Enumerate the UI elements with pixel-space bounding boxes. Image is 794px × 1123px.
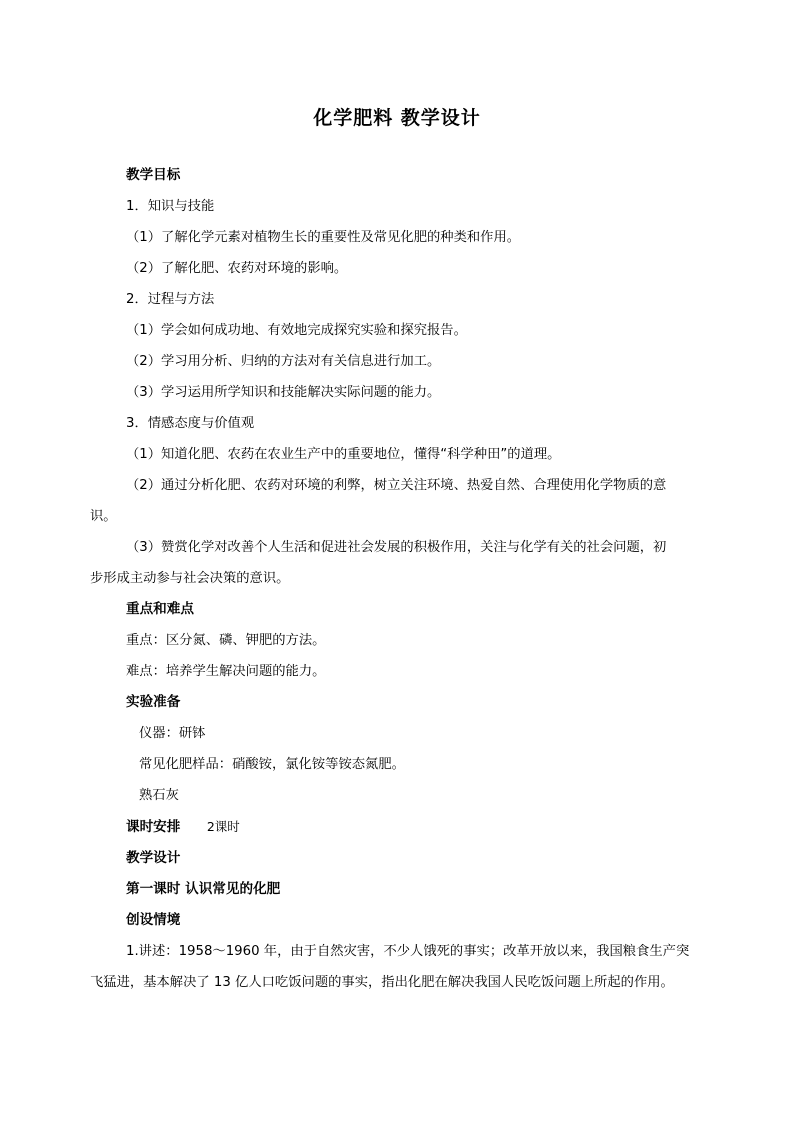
prep-item-2: 常见化肥样品：硝酸铵，氯化铵等铵态氮肥。	[139, 757, 405, 772]
document-body	[90, 160, 708, 998]
goal3-item-3-line-1: （3）赞赏化学对改善个人生活和促进社会发展的积极作用，关注与化学有关的社会问题，初	[126, 540, 667, 555]
prep-heading: 实验准备	[126, 694, 181, 710]
scenario-heading: 创设情境	[126, 912, 181, 928]
goal2-item-3: （3）学习运用所学知识和技能解决实际问题的能力。	[126, 385, 441, 400]
lesson1-heading: 第一课时 认识常见的化肥	[126, 881, 281, 897]
schedule-value: 2课时	[206, 819, 240, 834]
key-heading: 重点和难点	[126, 601, 194, 617]
key-point: 重点：区分氮、磷、钾肥的方法。	[126, 633, 326, 648]
goal3-item-1: （1）知道化肥、农药在农业生产中的重要地位，懂得“科学种田”的道理。	[126, 447, 561, 462]
goal1-heading: 1．知识与技能	[126, 199, 215, 214]
goal3-heading: 3．情感态度与价值观	[126, 416, 255, 431]
design-heading: 教学设计	[126, 850, 181, 866]
document-title: 化学肥料 教学设计	[313, 107, 481, 129]
goal2-item-1: （1）学会如何成功地、有效地完成探究实验和探究报告。	[126, 323, 467, 338]
goal3-item-3-line-2: 步形成主动参与社会决策的意识。	[90, 571, 290, 586]
difficult-point: 难点：培养学生解决问题的能力。	[126, 664, 326, 679]
scenario-line-2: 飞猛进，基本解决了 13 亿人口吃饭问题的事实，指出化肥在解决我国人民吃饭问题上所起的作用。	[90, 975, 674, 990]
schedule-row	[90, 811, 708, 843]
goal2-heading: 2．过程与方法	[126, 292, 215, 307]
goal3-item-2-line-1: （2）通过分析化肥、农药对环境的利弊，树立关注环境、热爱自然、合理使用化学物质的意	[126, 478, 667, 493]
schedule-heading: 课时安排	[126, 819, 181, 835]
goal2-item-2: （2）学习用分析、归纳的方法对有关信息进行加工。	[126, 354, 441, 369]
goals-heading: 教学目标	[126, 167, 181, 183]
scenario-line-1: 1.讲述：1958～1960 年，由于自然灾害，不少人饿死的事实；改革开放以来，我国粮食生产突	[126, 944, 690, 959]
prep-item-3: 熟石灰	[139, 788, 179, 803]
goal3-item-2-line-2: 识。	[90, 509, 117, 524]
goal1-item-1: （1）了解化学元素对植物生长的重要性及常见化肥的种类和作用。	[126, 230, 521, 245]
goal1-item-2: （2）了解化肥、农药对环境的影响。	[126, 261, 348, 276]
prep-item-1: 仪器：研钵	[139, 726, 206, 741]
